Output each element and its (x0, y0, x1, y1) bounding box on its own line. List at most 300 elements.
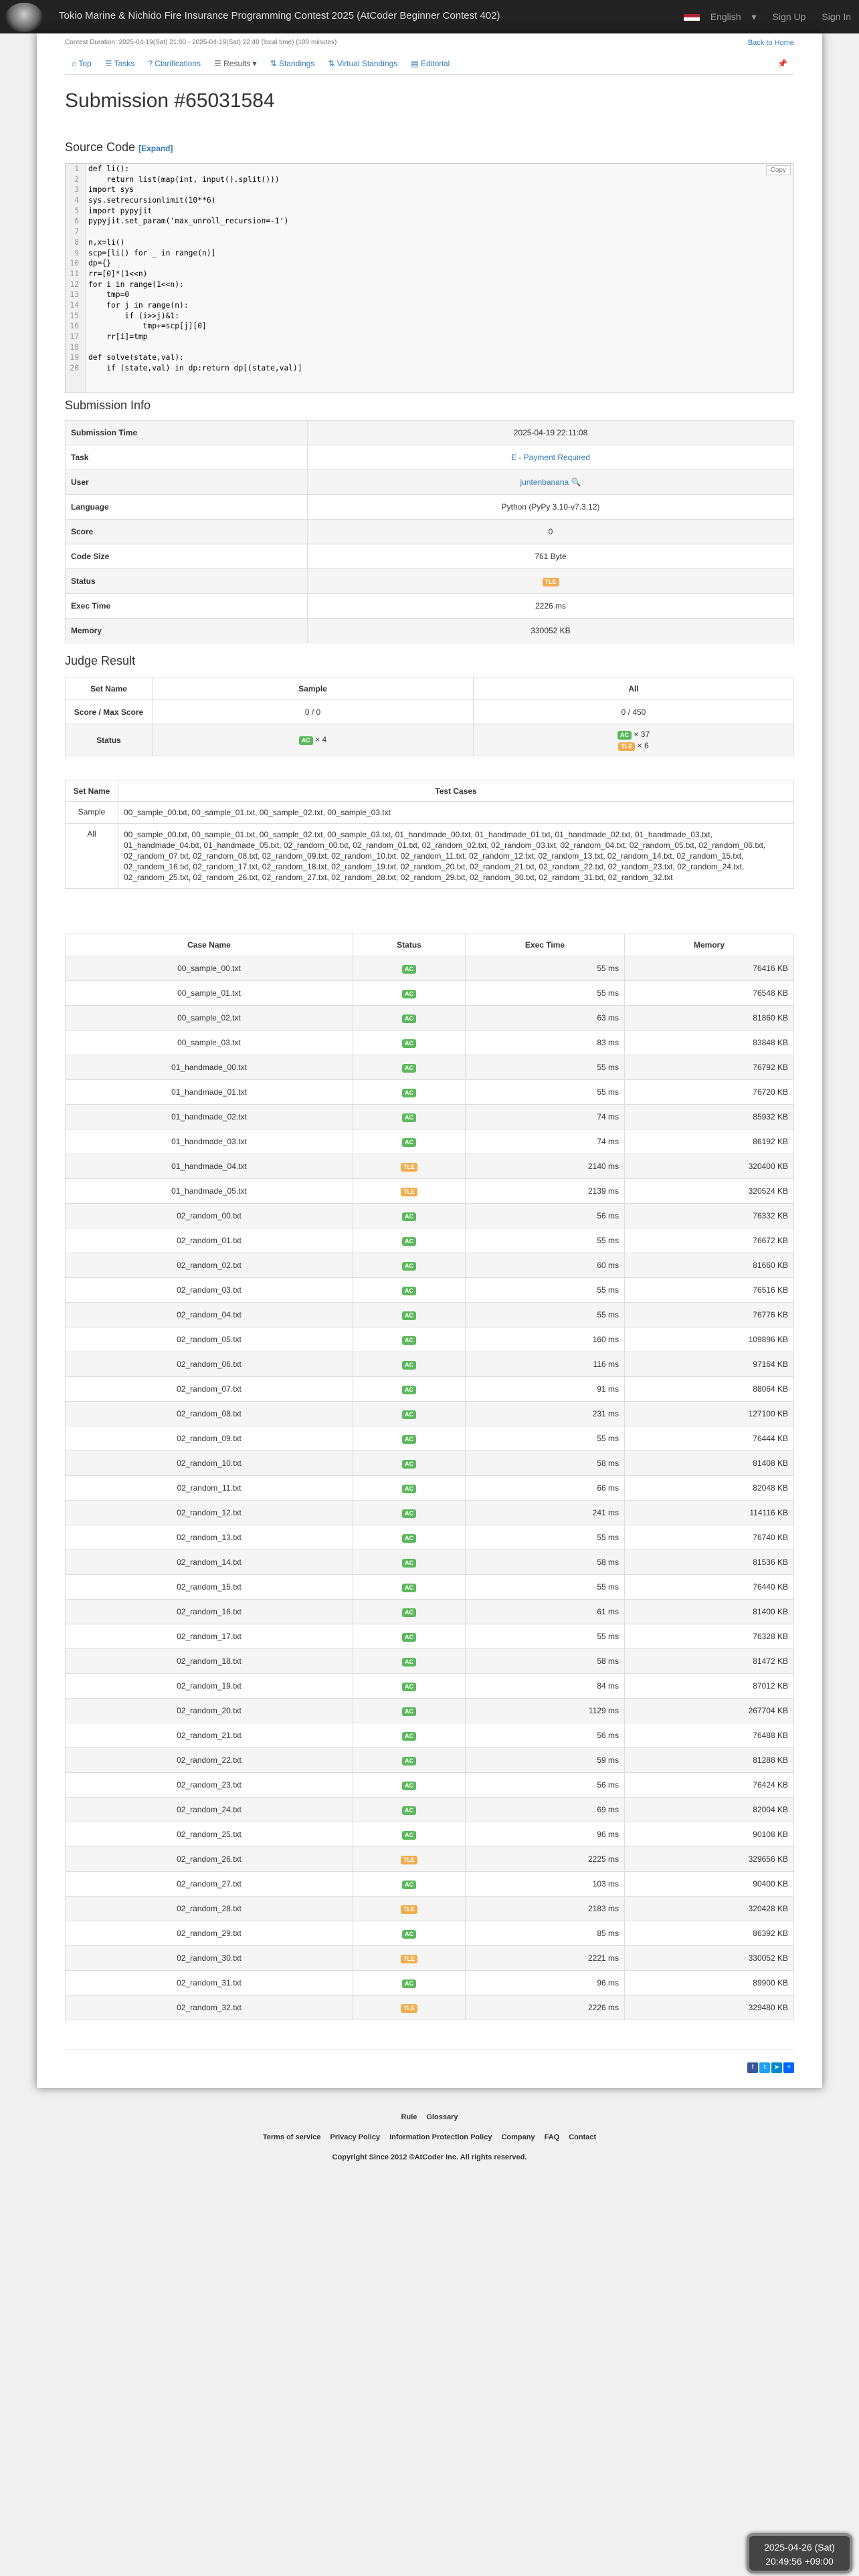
case-name: 02_random_20.txt (66, 1699, 353, 1723)
chevron-down-icon: ▾ (252, 59, 257, 68)
case-memory: 82004 KB (625, 1798, 794, 1822)
case-memory: 81288 KB (625, 1748, 794, 1773)
code-line (66, 342, 793, 353)
table-row (66, 1674, 794, 1699)
sign-up-link[interactable]: Sign Up (772, 11, 806, 22)
case-name: 02_random_18.txt (66, 1649, 353, 1674)
case-name: 02_random_11.txt (66, 1476, 353, 1501)
test-sets-table (65, 780, 794, 889)
tab-results[interactable]: ☰ Results ▾ (214, 59, 257, 68)
case-memory: 109896 KB (625, 1327, 794, 1352)
info-label: Language (66, 495, 308, 520)
status-badge: AC (402, 1039, 416, 1048)
code-text: rr[i]=tmp (88, 332, 148, 341)
case-status-cell (353, 1822, 466, 1847)
case-status-cell (353, 1080, 466, 1105)
info-label: Code Size (66, 544, 308, 569)
code-text: tmp+=scp[j][0] (88, 322, 207, 331)
code-line (66, 280, 793, 290)
atcoder-logo[interactable] (5, 3, 43, 32)
navbar (0, 0, 859, 33)
case-memory: 76672 KB (625, 1228, 794, 1253)
status-badge: AC (402, 1806, 416, 1815)
case-exec-time: 58 ms (466, 1649, 625, 1674)
code-text: import pypyjit (88, 206, 153, 215)
case-status-cell (353, 1600, 466, 1624)
case-name: 02_random_19.txt (66, 1674, 353, 1699)
line-number: 15 (70, 311, 79, 320)
case-status-cell (353, 1723, 466, 1748)
line-number: 16 (70, 322, 79, 331)
case-status-cell (353, 981, 466, 1006)
status-badge: AC (402, 1138, 416, 1147)
case-name: 02_random_31.txt (66, 1971, 353, 1996)
expand-link[interactable]: [Expand] (138, 144, 173, 153)
code-line (66, 248, 793, 259)
set-name-header: Set Name (66, 780, 118, 802)
sample-ac-count: × 4 (315, 735, 327, 744)
case-exec-time: 231 ms (466, 1402, 625, 1426)
test-cases-header: Test Cases (118, 780, 794, 802)
page-title: Submission #65031584 (65, 90, 275, 112)
line-number: 5 (74, 206, 79, 215)
case-exec-time: 56 ms (466, 1723, 625, 1748)
footer-link-terms[interactable]: Terms of service (262, 2133, 321, 2141)
case-exec-time: 55 ms (466, 956, 625, 981)
code-line (66, 290, 793, 300)
case-memory: 267704 KB (625, 1699, 794, 1723)
footer-link-contact[interactable]: Contact (569, 2133, 597, 2141)
case-status-cell (353, 1402, 466, 1426)
case-memory: 114116 KB (625, 1501, 794, 1525)
case-exec-time: 55 ms (466, 1055, 625, 1080)
case-exec-time: 2225 ms (466, 1847, 625, 1872)
score-label: Score / Max Score (66, 700, 153, 724)
footer-link-glossary[interactable]: Glossary (426, 2113, 458, 2121)
table-row (66, 1154, 794, 1179)
case-name: 01_handmade_04.txt (66, 1154, 353, 1179)
case-exec-time: 84 ms (466, 1674, 625, 1699)
info-label: Task (66, 445, 308, 470)
table-row (66, 1031, 794, 1055)
case-name: 02_random_07.txt (66, 1377, 353, 1402)
pin-icon[interactable]: 📌 (777, 59, 787, 68)
facebook-icon[interactable]: f (747, 2062, 758, 2073)
case-exec-time: 96 ms (466, 1822, 625, 1847)
sort-icon: ⇅ (270, 59, 277, 68)
line-number: 17 (70, 332, 79, 341)
all-score: 0 / 450 (474, 700, 794, 724)
case-memory: 83848 KB (625, 1031, 794, 1055)
telegram-icon[interactable]: ➤ (771, 2062, 782, 2073)
search-icon[interactable]: 🔍 (571, 477, 581, 487)
sort-icon: ⇅ (328, 59, 335, 68)
case-memory: 76740 KB (625, 1525, 794, 1550)
clock-time: 20:49:56 +09:00 (765, 2556, 834, 2567)
table-row (66, 1748, 794, 1773)
case-memory: 76424 KB (625, 1773, 794, 1798)
case-exec-time: 56 ms (466, 1204, 625, 1228)
case-status-cell (353, 1575, 466, 1600)
case-name: 01_handmade_01.txt (66, 1080, 353, 1105)
case-exec-time: 55 ms (466, 1080, 625, 1105)
case-memory: 81660 KB (625, 1253, 794, 1278)
code-text: def li(): (88, 165, 130, 173)
line-number: 12 (70, 280, 79, 289)
code-text (82, 227, 88, 236)
case-memory: 85932 KB (625, 1105, 794, 1130)
table-row (66, 1575, 794, 1600)
line-number: 19 (70, 353, 79, 362)
code-text: for j in range(n): (88, 300, 189, 310)
case-status-cell (353, 1179, 466, 1204)
case-memory: 320428 KB (625, 1897, 794, 1921)
info-label: User (66, 470, 308, 495)
case-status-cell (353, 1377, 466, 1402)
tab-tasks[interactable]: ☰ Tasks (104, 59, 135, 68)
status-badge: AC (402, 990, 416, 998)
line-number: 1 (74, 165, 79, 173)
case-exec-time: 55 ms (466, 1278, 625, 1303)
table-row (66, 1600, 794, 1624)
divider (65, 2049, 794, 2050)
code-text: sys.setrecursionlimit(10**6) (88, 196, 216, 205)
table-row (66, 1253, 794, 1278)
status-badge: TLE (543, 578, 559, 586)
status-badge: AC (402, 1707, 416, 1716)
status-badge: AC (402, 1979, 416, 1988)
submission-info-table (65, 420, 794, 643)
book-icon: ▤ (411, 59, 419, 68)
exec-time-value: 2226 ms (308, 594, 794, 619)
status-badge: AC (402, 1460, 416, 1469)
table-row (66, 1055, 794, 1080)
twitter-icon[interactable]: t (759, 2062, 770, 2073)
list-icon: ☰ (104, 59, 112, 68)
table-row (66, 1327, 794, 1352)
code-line (66, 216, 793, 227)
line-number: 3 (74, 185, 79, 195)
share-plus-icon[interactable]: + (783, 2062, 794, 2073)
case-status-cell (353, 1278, 466, 1303)
status-badge: AC (402, 1435, 416, 1444)
status-badge: AC (402, 1831, 416, 1840)
status-badge: AC (402, 1732, 416, 1741)
task-link[interactable]: E - Payment Required (510, 453, 591, 462)
code-line (66, 195, 793, 206)
case-status-cell (353, 1327, 466, 1352)
sample-score: 0 / 0 (153, 700, 474, 724)
status-badge: AC (402, 1584, 416, 1592)
case-name: 01_handmade_00.txt (66, 1055, 353, 1080)
case-name-header[interactable]: Case Name (66, 934, 353, 956)
code-line (66, 269, 793, 280)
case-name: 00_sample_02.txt (66, 1006, 353, 1031)
status-badge: TLE (401, 2004, 417, 2013)
table-row (66, 1451, 794, 1476)
case-name: 02_random_28.txt (66, 1897, 353, 1921)
table-row (66, 1525, 794, 1550)
case-status-cell (353, 1897, 466, 1921)
status-badge: AC (402, 1757, 416, 1765)
case-exec-time: 55 ms (466, 1525, 625, 1550)
case-exec-time: 85 ms (466, 1921, 625, 1946)
status-badge: AC (402, 1386, 416, 1394)
all-ac-count: × 37 (634, 729, 650, 739)
code-text: import sys (88, 185, 134, 195)
case-exec-time: 1129 ms (466, 1699, 625, 1723)
set-name: Sample (66, 802, 118, 824)
case-memory: 90400 KB (625, 1872, 794, 1897)
status-badge: AC (402, 1336, 416, 1345)
case-name: 02_random_17.txt (66, 1624, 353, 1649)
submission-info-heading: Submission Info (65, 399, 151, 412)
memory-value: 330052 KB (308, 619, 794, 643)
footer-link-company[interactable]: Company (501, 2133, 535, 2141)
language-value: Python (PyPy 3.10-v7.3.12) (308, 495, 794, 520)
case-status-cell (353, 1624, 466, 1649)
case-memory: 90108 KB (625, 1822, 794, 1847)
case-exec-time: 2183 ms (466, 1897, 625, 1921)
case-name: 02_random_13.txt (66, 1525, 353, 1550)
case-status-cell (353, 1476, 466, 1501)
code-line (66, 206, 793, 217)
line-number: 18 (70, 342, 79, 352)
table-row (66, 1179, 794, 1204)
case-status-cell (353, 1649, 466, 1674)
language-dropdown[interactable]: English ▾ (676, 11, 765, 23)
tab-standings[interactable]: ⇅ Standings (270, 59, 315, 68)
source-code-block[interactable] (65, 163, 794, 393)
status-badge: AC (402, 1683, 416, 1691)
status-badge: AC (402, 1485, 416, 1493)
status-badge: TLE (401, 1163, 417, 1172)
case-memory: 82048 KB (625, 1476, 794, 1501)
line-number: 4 (74, 196, 79, 205)
case-exec-time: 55 ms (466, 1228, 625, 1253)
code-line (66, 332, 793, 342)
case-memory: 76416 KB (625, 956, 794, 981)
table-row (66, 1105, 794, 1130)
footer-link-info-protection[interactable]: Information Protection Policy (389, 2133, 492, 2141)
case-exec-time: 58 ms (466, 1451, 625, 1476)
case-name: 02_random_12.txt (66, 1501, 353, 1525)
case-memory: 76792 KB (625, 1055, 794, 1080)
code-text: n,x=li() (88, 237, 125, 247)
table-row (66, 1946, 794, 1971)
table-row (66, 1872, 794, 1897)
status-badge: AC (402, 1534, 416, 1543)
table-row (66, 956, 794, 981)
case-memory: 86192 KB (625, 1130, 794, 1154)
case-status-cell (353, 1946, 466, 1971)
case-name: 02_random_27.txt (66, 1872, 353, 1897)
line-number: 20 (70, 364, 79, 373)
status-badge: AC (402, 1287, 416, 1295)
case-name: 01_handmade_03.txt (66, 1130, 353, 1154)
status-badge: AC (402, 1782, 416, 1790)
case-exec-time: 55 ms (466, 1303, 625, 1327)
case-status-cell (353, 1748, 466, 1773)
code-text: if (state,val) in dp:return dp[(state,val)] (88, 364, 302, 373)
table-row (66, 1773, 794, 1798)
case-memory: 76332 KB (625, 1204, 794, 1228)
table-row (66, 981, 794, 1006)
case-status-cell (353, 1699, 466, 1723)
case-exec-time: 60 ms (466, 1253, 625, 1278)
case-exec-time: 59 ms (466, 1748, 625, 1773)
table-row (66, 1921, 794, 1946)
info-label: Memory (66, 619, 308, 643)
footer-link-rule[interactable]: Rule (401, 2113, 417, 2121)
tle-badge: TLE (618, 742, 635, 751)
contest-name[interactable]: Tokio Marine & Nichido Fire Insurance Programming Contest 2025 (AtCoder Beginner Contest 402) (59, 10, 500, 21)
table-row (66, 1996, 794, 2020)
code-line (66, 363, 793, 374)
status-badge: AC (402, 965, 416, 974)
code-text (82, 343, 88, 352)
main-container (37, 33, 822, 2088)
case-exec-time: 74 ms (466, 1105, 625, 1130)
line-number: 11 (70, 269, 79, 278)
tab-editorial[interactable]: ▤ Editorial (411, 59, 450, 68)
exec-time-header[interactable]: Exec Time (466, 934, 625, 956)
sign-in-link[interactable]: Sign In (822, 11, 851, 22)
table-row (66, 1798, 794, 1822)
info-label: Status (66, 569, 308, 594)
case-status-cell (353, 956, 466, 981)
table-row (66, 1278, 794, 1303)
copyright: Copyright Since 2012 ©AtCoder Inc. All rights reserved. (332, 2153, 527, 2161)
footer-link-privacy[interactable]: Privacy Policy (330, 2133, 381, 2141)
case-name: 02_random_10.txt (66, 1451, 353, 1476)
line-number: 8 (74, 237, 79, 247)
status-badge: AC (402, 1361, 416, 1370)
status-badge: AC (402, 1881, 416, 1889)
line-number: 13 (70, 290, 79, 300)
code-line (66, 237, 793, 248)
test-cases-table (65, 934, 794, 2020)
case-status-cell (353, 1204, 466, 1228)
case-name: 02_random_23.txt (66, 1773, 353, 1798)
status-badge: AC (402, 1089, 416, 1097)
line-number: 7 (74, 227, 79, 237)
status-header[interactable]: Status (353, 934, 466, 956)
case-name: 02_random_24.txt (66, 1798, 353, 1822)
case-name: 02_random_30.txt (66, 1946, 353, 1971)
code-text: for i in range(1<<n): (88, 280, 184, 289)
case-exec-time: 55 ms (466, 1575, 625, 1600)
case-name: 02_random_26.txt (66, 1847, 353, 1872)
fixed-clock (747, 2533, 852, 2573)
judge-result-heading: Judge Result (65, 654, 136, 667)
code-line (66, 300, 793, 311)
case-memory: 76488 KB (625, 1723, 794, 1748)
code-text: pypyjit.set_param('max_unroll_recursion=-1') (88, 217, 289, 226)
case-memory: 97164 KB (625, 1352, 794, 1377)
line-number: 14 (70, 300, 79, 310)
table-row (66, 1501, 794, 1525)
status-badge: AC (402, 1410, 416, 1419)
case-exec-time: 96 ms (466, 1971, 625, 1996)
case-exec-time: 55 ms (466, 981, 625, 1006)
status-badge: TLE (401, 1955, 417, 1963)
tab-virtual-standings[interactable]: ⇅ Virtual Standings (328, 59, 398, 68)
status-badge: TLE (401, 1188, 417, 1196)
case-exec-time: 55 ms (466, 1624, 625, 1649)
status-badge: AC (402, 1311, 416, 1320)
code-line (66, 175, 793, 185)
case-status-cell (353, 1971, 466, 1996)
table-row (66, 1228, 794, 1253)
case-memory: 88064 KB (625, 1377, 794, 1402)
status-badge: AC (402, 1064, 416, 1073)
back-to-home-link[interactable]: Back to Home (747, 39, 794, 47)
case-name: 02_random_04.txt (66, 1303, 353, 1327)
case-status-cell (353, 1105, 466, 1130)
code-line (66, 227, 793, 237)
case-name: 00_sample_00.txt (66, 956, 353, 981)
copy-button[interactable]: Copy (766, 165, 791, 175)
user-link[interactable]: juntenbanana (520, 477, 569, 487)
case-exec-time: 56 ms (466, 1773, 625, 1798)
table-row (66, 1080, 794, 1105)
set-name: All (66, 824, 118, 889)
table-row (66, 1352, 794, 1377)
source-code-heading: Source Code [Expand] (65, 140, 173, 154)
case-status-cell (353, 1872, 466, 1897)
case-name: 02_random_02.txt (66, 1253, 353, 1278)
case-status-cell (353, 1798, 466, 1822)
table-row (66, 1897, 794, 1921)
tab-clarifications[interactable]: ? Clarifications (148, 59, 201, 68)
status-badge: AC (402, 1212, 416, 1221)
share-buttons (747, 2062, 794, 2073)
code-line (66, 164, 793, 175)
info-label: Exec Time (66, 594, 308, 619)
case-status-cell (353, 1921, 466, 1946)
table-row (66, 1699, 794, 1723)
case-status-cell (353, 1996, 466, 2020)
line-number: 2 (74, 175, 79, 184)
table-row (66, 1723, 794, 1748)
case-memory: 81400 KB (625, 1600, 794, 1624)
code-text: tmp=0 (88, 290, 130, 300)
footer-link-faq[interactable]: FAQ (544, 2133, 560, 2141)
case-status-cell (353, 1031, 466, 1055)
case-memory: 76548 KB (625, 981, 794, 1006)
case-memory: 329656 KB (625, 1847, 794, 1872)
case-exec-time: 61 ms (466, 1600, 625, 1624)
memory-header[interactable]: Memory (625, 934, 794, 956)
test-cases-list: 00_sample_00.txt, 00_sample_01.txt, 00_sample_02.txt, 00_sample_03.txt, 01_handmade_00.txt, 01_handmade_01.txt, 01_handmade_02.txt, 01_handmade_03.txt, 01_handmade_04.txt, 01_handmade_05.txt, 02_random_00.txt, 02_random_01.txt, 02_random_02.txt, 02_random_03.txt, 02_random_04.txt, 02_random_05.txt, 02_random_06.txt, 02_random_07.txt, 02_random_08.txt, 02_random_09.txt, 02_random_10.txt, 02_random_11.txt, 02_random_12.txt, 02_random_13.txt, 02_random_14.txt, 02_random_15.txt, 02_random_16.txt, 02_random_17.txt, 02_random_18.txt, 02_random_19.txt, 02_random_20.txt, 02_random_21.txt, 02_random_22.txt, 02_random_23.txt, 02_random_24.txt, 02_random_25.txt, 02_random_26.txt, 02_random_27.txt, 02_random_28.txt, 02_random_29.txt, 02_random_30.txt, 02_random_31.txt, 02_random_32.txt (118, 824, 794, 889)
status-badge: AC (402, 1559, 416, 1568)
case-name: 02_random_03.txt (66, 1278, 353, 1303)
tab-top[interactable]: ⌂ Top (72, 59, 92, 68)
code-text: return list(map(int, input().split())) (88, 175, 280, 184)
case-exec-time: 160 ms (466, 1327, 625, 1352)
case-status-cell (353, 1228, 466, 1253)
status-badge: AC (402, 1608, 416, 1617)
case-memory: 81860 KB (625, 1006, 794, 1031)
case-status-cell (353, 1055, 466, 1080)
list-icon: ☰ (214, 59, 221, 68)
status-badge: TLE (401, 1856, 417, 1864)
case-name: 02_random_08.txt (66, 1402, 353, 1426)
case-name: 02_random_21.txt (66, 1723, 353, 1748)
code-line (66, 258, 793, 269)
table-row (66, 1426, 794, 1451)
